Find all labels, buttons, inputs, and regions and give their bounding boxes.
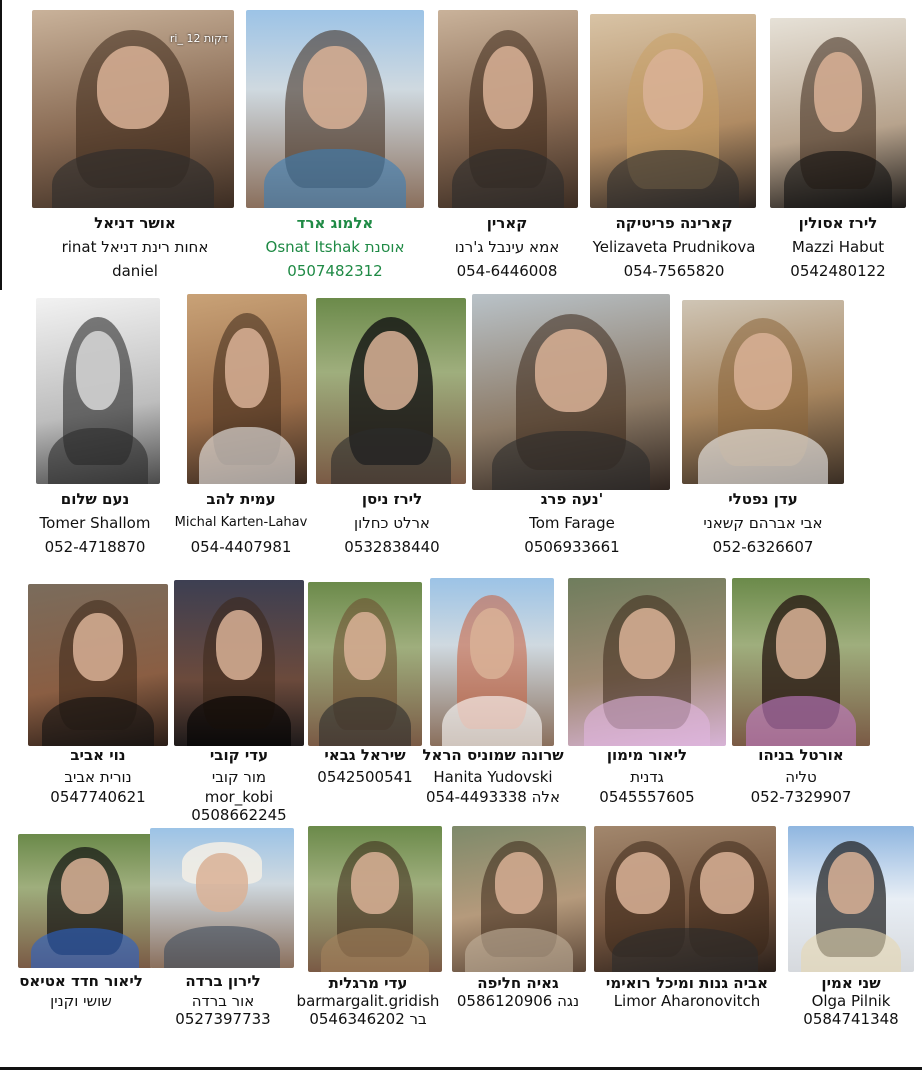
person-card [436,10,578,290]
contact-line: barmargalit.gridish [296,992,440,1010]
contact-line: Tomer Shallom [39,514,151,532]
person-card [770,10,906,290]
person-name: שיראל גבאי [324,746,406,764]
contact-line: 0506933661 [524,538,620,556]
contact-line: Limor Aharonovitch [613,992,761,1010]
person-name: אושר דניאל [94,214,176,232]
person-card [8,828,154,1068]
contact-line: rinat אחות רינת דניאל [61,238,209,256]
person-name: אביה גנות ומיכל רואימי [605,974,769,992]
contact-line: 054-4407981 [190,538,292,556]
person-photo [308,582,422,746]
person-card [172,578,306,828]
person-name: קארין [486,214,528,232]
person-name: עדן נפטלי [728,490,798,508]
contact-line: נורית אביב [64,768,132,786]
person-photo [472,294,670,490]
contact-line: Michal Karten-Lahav [174,515,308,530]
contact-line: 052-6326607 [712,538,814,556]
person-card [566,578,728,808]
person-name: לירז אסולין [798,214,878,232]
person-card [680,294,846,564]
person-photo [246,10,424,208]
contact-line: 052-4718870 [44,538,146,556]
contact-line: 0586120906 נגה [456,992,580,1010]
person-name: נעה פרג' [540,490,604,508]
person-card [784,826,918,1066]
person-photo [18,834,152,968]
person-photo [770,18,906,208]
person-card [284,826,452,1066]
story-timestamp: ri_ 12 דקות [169,32,228,45]
person-card [246,10,424,290]
contact-line: Yelizaveta Prudnikova [592,238,756,256]
person-name: לירון ברדה [185,972,261,990]
contact-line: 0584741348 [803,1010,899,1028]
person-name: קארינה פריטיקה [615,214,733,232]
person-card [472,294,672,564]
contact-line: 0542500541 [317,768,413,786]
person-card [32,10,238,290]
person-photo [150,828,294,968]
contact-line: אבי אברהם קשאני [703,514,823,532]
bottom-divider [0,1067,922,1070]
contact-line: Osnat Itshak אוסנת [265,238,405,256]
person-photo [36,298,160,484]
person-name: אלמוג ארד [296,214,374,232]
person-name: עדי קובי [209,746,269,764]
person-card [594,826,780,1066]
person-photo [438,10,578,208]
person-name: ליאור מימון [606,746,688,764]
contact-line: 0546346202 בר [309,1010,427,1028]
contact-line: Tom Farage [529,514,615,532]
person-card [316,294,468,564]
person-photo [732,578,870,746]
person-card [166,294,316,564]
contact-line: 0507482312 [287,262,383,280]
contact-line: 0547740621 [50,788,146,806]
person-photo [590,14,756,208]
contact-line: מור קובי [211,768,267,786]
person-name: שרונה שמוניס הראל [422,746,564,764]
person-card [730,578,872,808]
person-name: ליאור חדד אטיאס [19,972,143,990]
left-edge-line [0,0,2,290]
contact-line: 0508662245 [191,806,287,824]
person-card [306,578,424,808]
contact-line: טליה [785,768,817,786]
contact-line: 054-4493338 אלה [426,788,560,806]
person-card [446,826,590,1066]
person-photo [28,584,168,746]
contact-line: 054-6446008 [456,262,558,280]
person-photo [32,10,234,208]
contact-line: 0545557605 [599,788,695,806]
contact-line: 054-7565820 [623,262,725,280]
contact-line: אמא עינבל ג'רנו [454,238,560,256]
person-name: עמית להב [206,490,276,508]
person-photo [788,826,914,972]
person-name: לירז ניסן [361,490,423,508]
contact-line: Mazzi Habut [791,238,885,256]
person-photo [430,578,554,746]
person-name: נעם שלום [60,490,130,508]
contact-line: 0542480122 [790,262,886,280]
contact-line: 0532838440 [344,538,440,556]
person-photo [187,294,307,484]
contact-line: שושי וקנין [50,992,112,1010]
contact-line: 052-7329907 [750,788,852,806]
contact-line: גדנית [630,768,664,786]
person-name: שני אמין [821,974,881,992]
person-photo [682,300,844,484]
contact-line: ארלט כחלון [354,514,430,532]
person-photo [174,580,304,746]
contact-line: daniel [112,262,158,280]
person-card [30,294,160,564]
person-photo [452,826,586,972]
person-name: נוי אביב [70,746,126,764]
contact-line: 0527397733 [175,1010,271,1028]
person-photo [316,298,466,484]
person-photo [308,826,442,972]
person-name: אורטל בניהו [758,746,844,764]
person-card [150,828,296,1068]
person-name: עדי מרגלית [328,974,408,992]
person-photo [568,578,726,746]
person-card [416,578,570,808]
person-card [586,10,762,290]
person-card [26,578,170,808]
contact-line: mor_kobi [204,788,274,806]
contact-line: Olga Pilnik [811,992,891,1010]
person-photo [594,826,776,972]
contact-line: אור ברדה [191,992,255,1010]
contact-line: Hanita Yudovski [433,768,553,786]
person-name: גאיה חליפה [477,974,559,992]
